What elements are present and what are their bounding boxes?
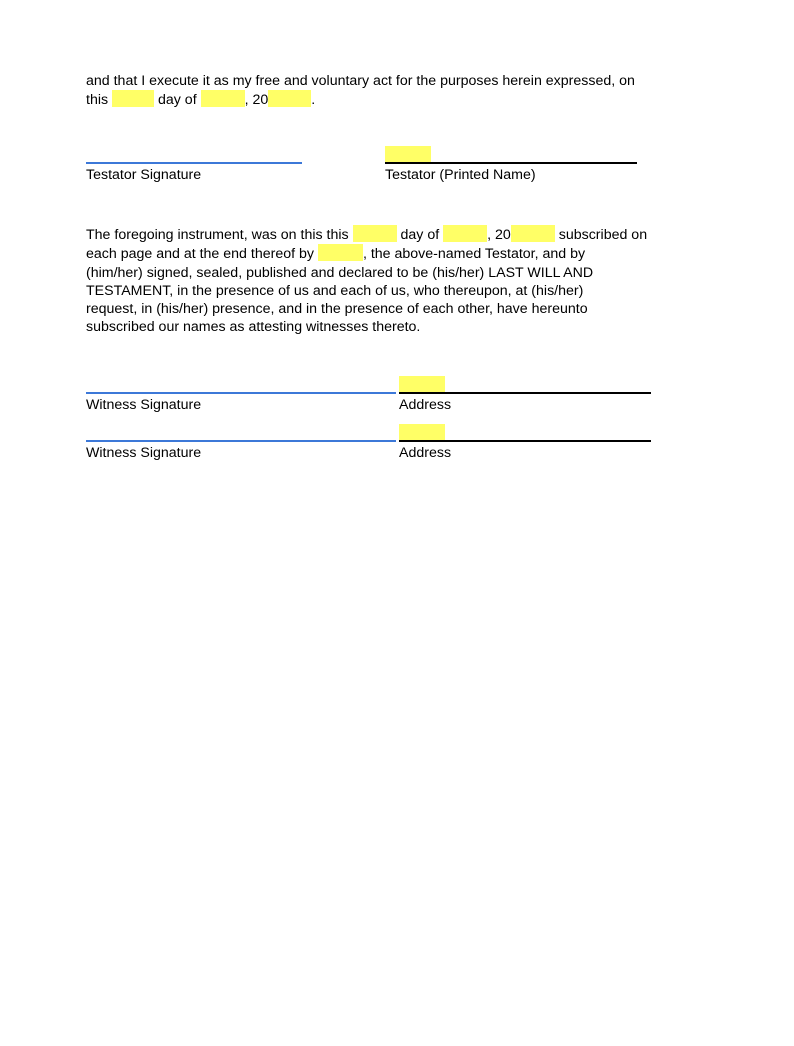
attestation-text-1c: , 20 (487, 227, 511, 243)
testator-printed-name-line[interactable] (385, 162, 637, 164)
attestation-text-1a: The foregoing instrument, was on this this (86, 227, 349, 243)
intro-day-of-text: day of (157, 92, 197, 109)
witness-1-signature-label: Witness Signature (86, 397, 202, 413)
attest-month-fill-field[interactable] (443, 225, 487, 242)
witness-2-signature-label: Witness Signature (86, 445, 202, 461)
intro-this-text: this (86, 92, 109, 109)
day-fill-field[interactable] (112, 90, 154, 107)
attestation-line-6: subscribed our names as attesting witnesses thereto. (86, 319, 421, 336)
witness-1-address-label: Address (399, 397, 452, 413)
intro-paragraph (86, 72, 635, 110)
witness-2-signature-line[interactable] (86, 440, 396, 442)
testator-name-fill-field[interactable] (385, 146, 431, 162)
month-fill-field[interactable] (201, 90, 245, 107)
witness-1-signature-line[interactable] (86, 392, 396, 394)
witness-2-address-line[interactable] (399, 440, 651, 442)
attest-day-fill-field[interactable] (353, 225, 397, 242)
attestation-text-1d: subscribed on (558, 227, 648, 243)
attestation-text-1b: day of (400, 227, 440, 243)
intro-period: . (311, 92, 316, 109)
intro-line-1: and that I execute it as my free and voluntary act for the purposes herein expressed, on (86, 73, 635, 89)
attestation-line-2 (86, 244, 647, 263)
year-fill-field[interactable] (268, 90, 311, 107)
testator-signature-label: Testator Signature (86, 167, 202, 183)
testator-signature-line[interactable] (86, 162, 302, 164)
attestation-text-2a: each page and at the end thereof by (86, 246, 314, 263)
attestation-line-5: request, in (his/her) presence, and in the presence of each other, have hereunto (86, 301, 588, 318)
witness-2-address-fill-field[interactable] (399, 424, 445, 440)
attestation-text-2b: , the above-named Testator, and by (362, 246, 586, 263)
attest-year-fill-field[interactable] (511, 225, 555, 242)
testator-printed-name-label: Testator (Printed Name) (385, 167, 536, 183)
attestation-line-1 (86, 225, 647, 244)
witness-1-address-line[interactable] (399, 392, 651, 394)
attestation-line-4: TESTAMENT, in the presence of us and each of us, who thereupon, at (his/her) (86, 282, 584, 299)
intro-year-prefix: , 20 (244, 92, 269, 109)
witness-2-address-label: Address (399, 445, 452, 461)
intro-line-2 (86, 90, 635, 109)
witness-1-address-fill-field[interactable] (399, 376, 445, 392)
attestation-line-3: (him/her) signed, sealed, published and declared to be (his/her) LAST WILL AND (86, 264, 594, 281)
attest-testator-fill-field[interactable] (318, 244, 363, 261)
attestation-paragraph (86, 225, 647, 337)
